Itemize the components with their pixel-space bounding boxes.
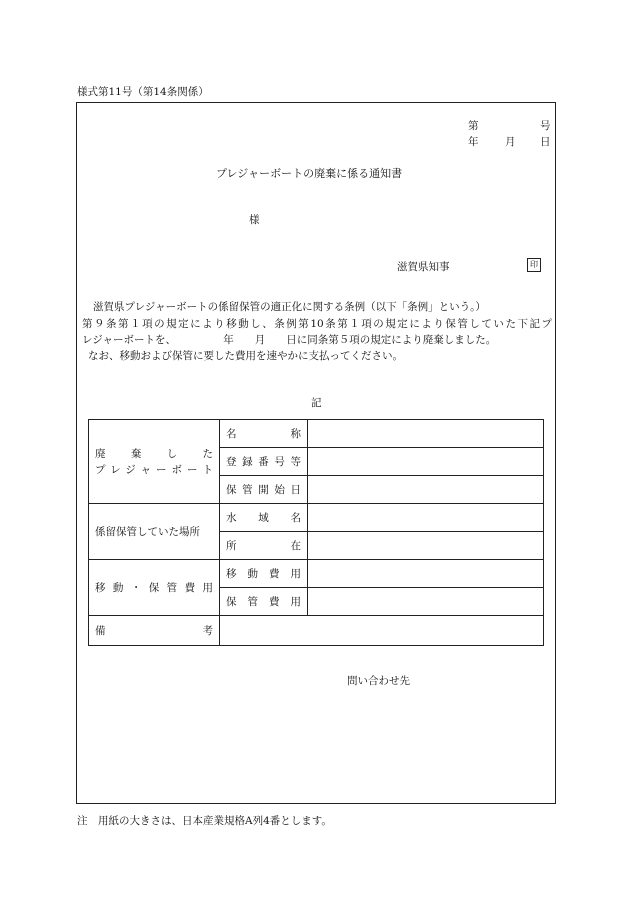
field-value-registration [308,448,544,476]
category-disposed-boat [89,420,220,504]
remarks-value [220,616,544,646]
date-year-label: 年 [468,136,479,148]
document-title: プレジャーボートの廃棄に係る通知書 [216,167,403,180]
seal-text: 印 [530,260,538,269]
field-label-moving-cost: 移動費用 [220,560,308,588]
remarks-label: 備 考 [89,616,220,646]
category-costs [89,560,220,616]
body-line-4: なお、移動および保管に要した費用を速やかに支払ってください。 [88,350,403,362]
seal-mark [527,258,541,272]
date-month-label: 月 [505,136,516,148]
body-line-2: 第９条第１項の規定により移動し、条例第10条第１項の規定により保管していた下記プ [82,318,552,330]
field-label-storage-cost: 保管費用 [220,588,308,616]
field-label-storage-start: 保管開始日 [220,476,308,504]
table-row [89,420,544,448]
field-label-water-area: 水域名 [220,504,308,532]
document-number-suffix: 号 [540,120,551,132]
field-value-moving-cost [308,560,544,588]
category-label-line: 係留保管していた場所 [95,526,200,538]
field-label-location: 所 在 [220,532,308,560]
ki-heading: 記 [311,397,322,409]
addressee-suffix: 様 [249,214,260,226]
field-value-name [308,420,544,448]
category-label-line: 廃 棄 し た [95,447,213,460]
table-row [89,504,544,532]
category-label-line: 移動・保管費用 [95,581,213,594]
form-header: 様式第11号（第14条関係） [77,86,209,98]
footnote: 注 用紙の大きさは、日本産業規格A列4番とします。 [77,815,332,827]
category-mooring-place [89,504,220,560]
inquiry-label: 問い合わせ先 [347,675,410,687]
field-value-location [308,532,544,560]
detail-table [88,419,544,646]
field-value-water-area [308,504,544,532]
field-label-registration: 登録番号等 [220,448,308,476]
body-line-1: 滋賀県プレジャーボートの係留保管の適正化に関する条例（以下「条例」という。） [93,301,486,313]
table-row [89,560,544,588]
field-label-name: 名 称 [220,420,308,448]
category-label-line: プレジャーボート [95,463,213,476]
field-value-storage-start [308,476,544,504]
table-row [89,616,544,646]
document-number-prefix: 第 [468,120,479,132]
field-value-storage-cost [308,588,544,616]
date-day-label: 日 [540,136,551,148]
sender-name: 滋賀県知事 [397,261,450,273]
body-line-3: レジャーボートを、 年 月 日に同条第５項の規定により廃棄しました。 [82,334,497,346]
